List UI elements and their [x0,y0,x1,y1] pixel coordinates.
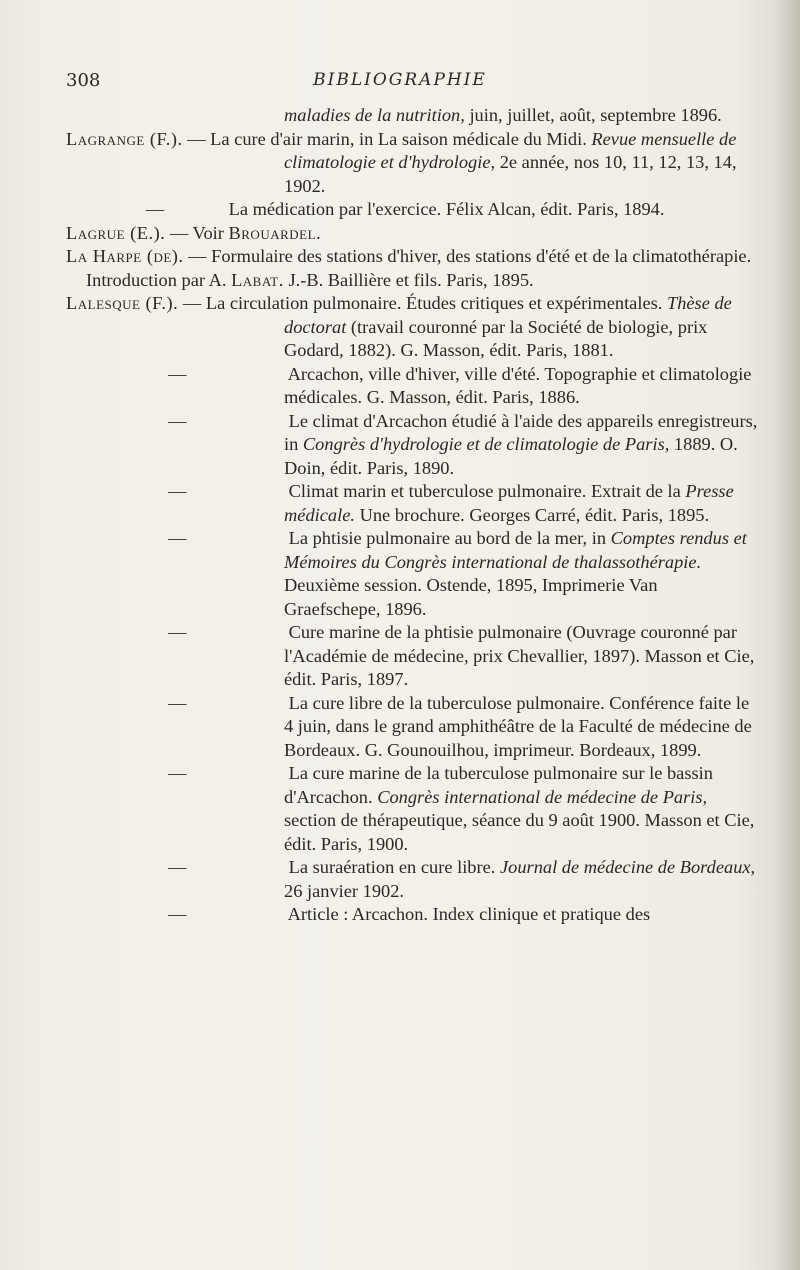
ditto-dash: — [168,481,187,501]
bibliography-entry: — Climat marin et tuberculose pulmonaire. Extrait de la Presse médicale. Une brochure. Georges Carré, édit. Paris, 1895. [168,481,734,525]
ditto-dash: — [168,622,187,642]
ditto-dash: — [168,692,187,713]
bibliography-entry: — La cure marine de la tuberculose pulmonaire sur le bassin d'Arcachon. Congrès international de médecine de Paris, section de thérapeutique, séance du 9 août 1900. Masson et Cie, édit. Paris, 1900. [168,763,755,854]
bibliography-entry: La Harpe (de). — Formulaire des stations d'hiver, des stations d'été et de la climatothérapie. Introduction par A. Labat. J.-B. Baillière et fils. Paris, 1895. [66,246,752,290]
page-header [0,70,800,100]
bibliography-entry: — Cure marine de la phtisie pulmonaire (Ouvrage couronné par l'Académie de médecine, prix Chevallier, 1897). Masson et Cie, édit. Paris, 1897. [168,622,755,689]
page-number: 308 [66,70,101,91]
author-name: Lagrue (E.). [66,222,166,243]
bibliography-entry: — Arcachon, ville d'hiver, ville d'été. Topographie et climatologie médicales. G. Masson, édit. Paris, 1886. [168,363,752,407]
bibliography-entry: — La cure libre de la tuberculose pulmonaire. Conférence faite le 4 juin, dans le grand amphithéâtre de la Faculté de médecine de Bordeaux. G. Gounouilhou, imprimeur. Bordeaux, 1899. [168,692,752,760]
bibliography-entry: Lalesque (F.). — La circulation pulmonaire. Études critiques et expérimentales. Thèse de doctorat (travail couronné par la Société de biologie, prix Godard, 1882). G. Masson, édit. Paris, 1881. [66,293,732,360]
author-name: Lagrange (F.). [66,128,183,149]
bibliography-entry: — La phtisie pulmonaire au bord de la mer, in Comptes rendus et Mémoires du Congrès international de thalassothérapie. Deuxième session. Ostende, 1895, Imprimerie Van Graefschepe, 1896. [168,528,747,619]
ditto-dash: — [168,857,187,877]
bibliography-entry: Lagrange (F.). — La cure d'air marin, in La saison médicale du Midi. Revue mensuelle de climatologie et d'hydrologie, 2e année, nos 10, 11, 12, 13, 14, 1902. [66,128,737,196]
bibliography-entry: — La suraération en cure libre. Journal de médecine de Bordeaux, 26 janvier 1902. [168,857,756,901]
author-name: La Harpe (de). [66,246,184,266]
bibliography-entry: — Article : Arcachon. Index clinique et pratique des [66,903,758,927]
bibliography-entry: — Le climat d'Arcachon étudié à l'aide des appareils enregistreurs, in Congrès d'hydrologie et de climatologie de Paris, 1889. O. Doin, édit. Paris, 1890. [168,410,758,478]
ditto-dash: — [168,363,187,384]
page-edge-shadow [776,0,800,1270]
author-name: Lalesque (F.). [66,293,179,313]
bibliography-text [66,104,758,927]
ditto-dash: — [168,410,187,431]
ditto-dash: — [168,528,187,548]
bibliography-entry: — La médication par l'exercice. Félix Alcan, édit. Paris, 1894. [66,198,758,222]
ditto-dash: — [168,904,187,924]
running-title: BIBLIOGRAPHIE [313,70,487,90]
bibliography-entry: Lagrue (E.). — Voir Brouardel. [66,222,322,243]
bibliography-entry-continuation: maladies de la nutrition, juin, juillet, août, septembre 1896. [284,105,722,125]
ditto-dash: — [145,199,165,219]
ditto-dash: — [168,763,187,783]
